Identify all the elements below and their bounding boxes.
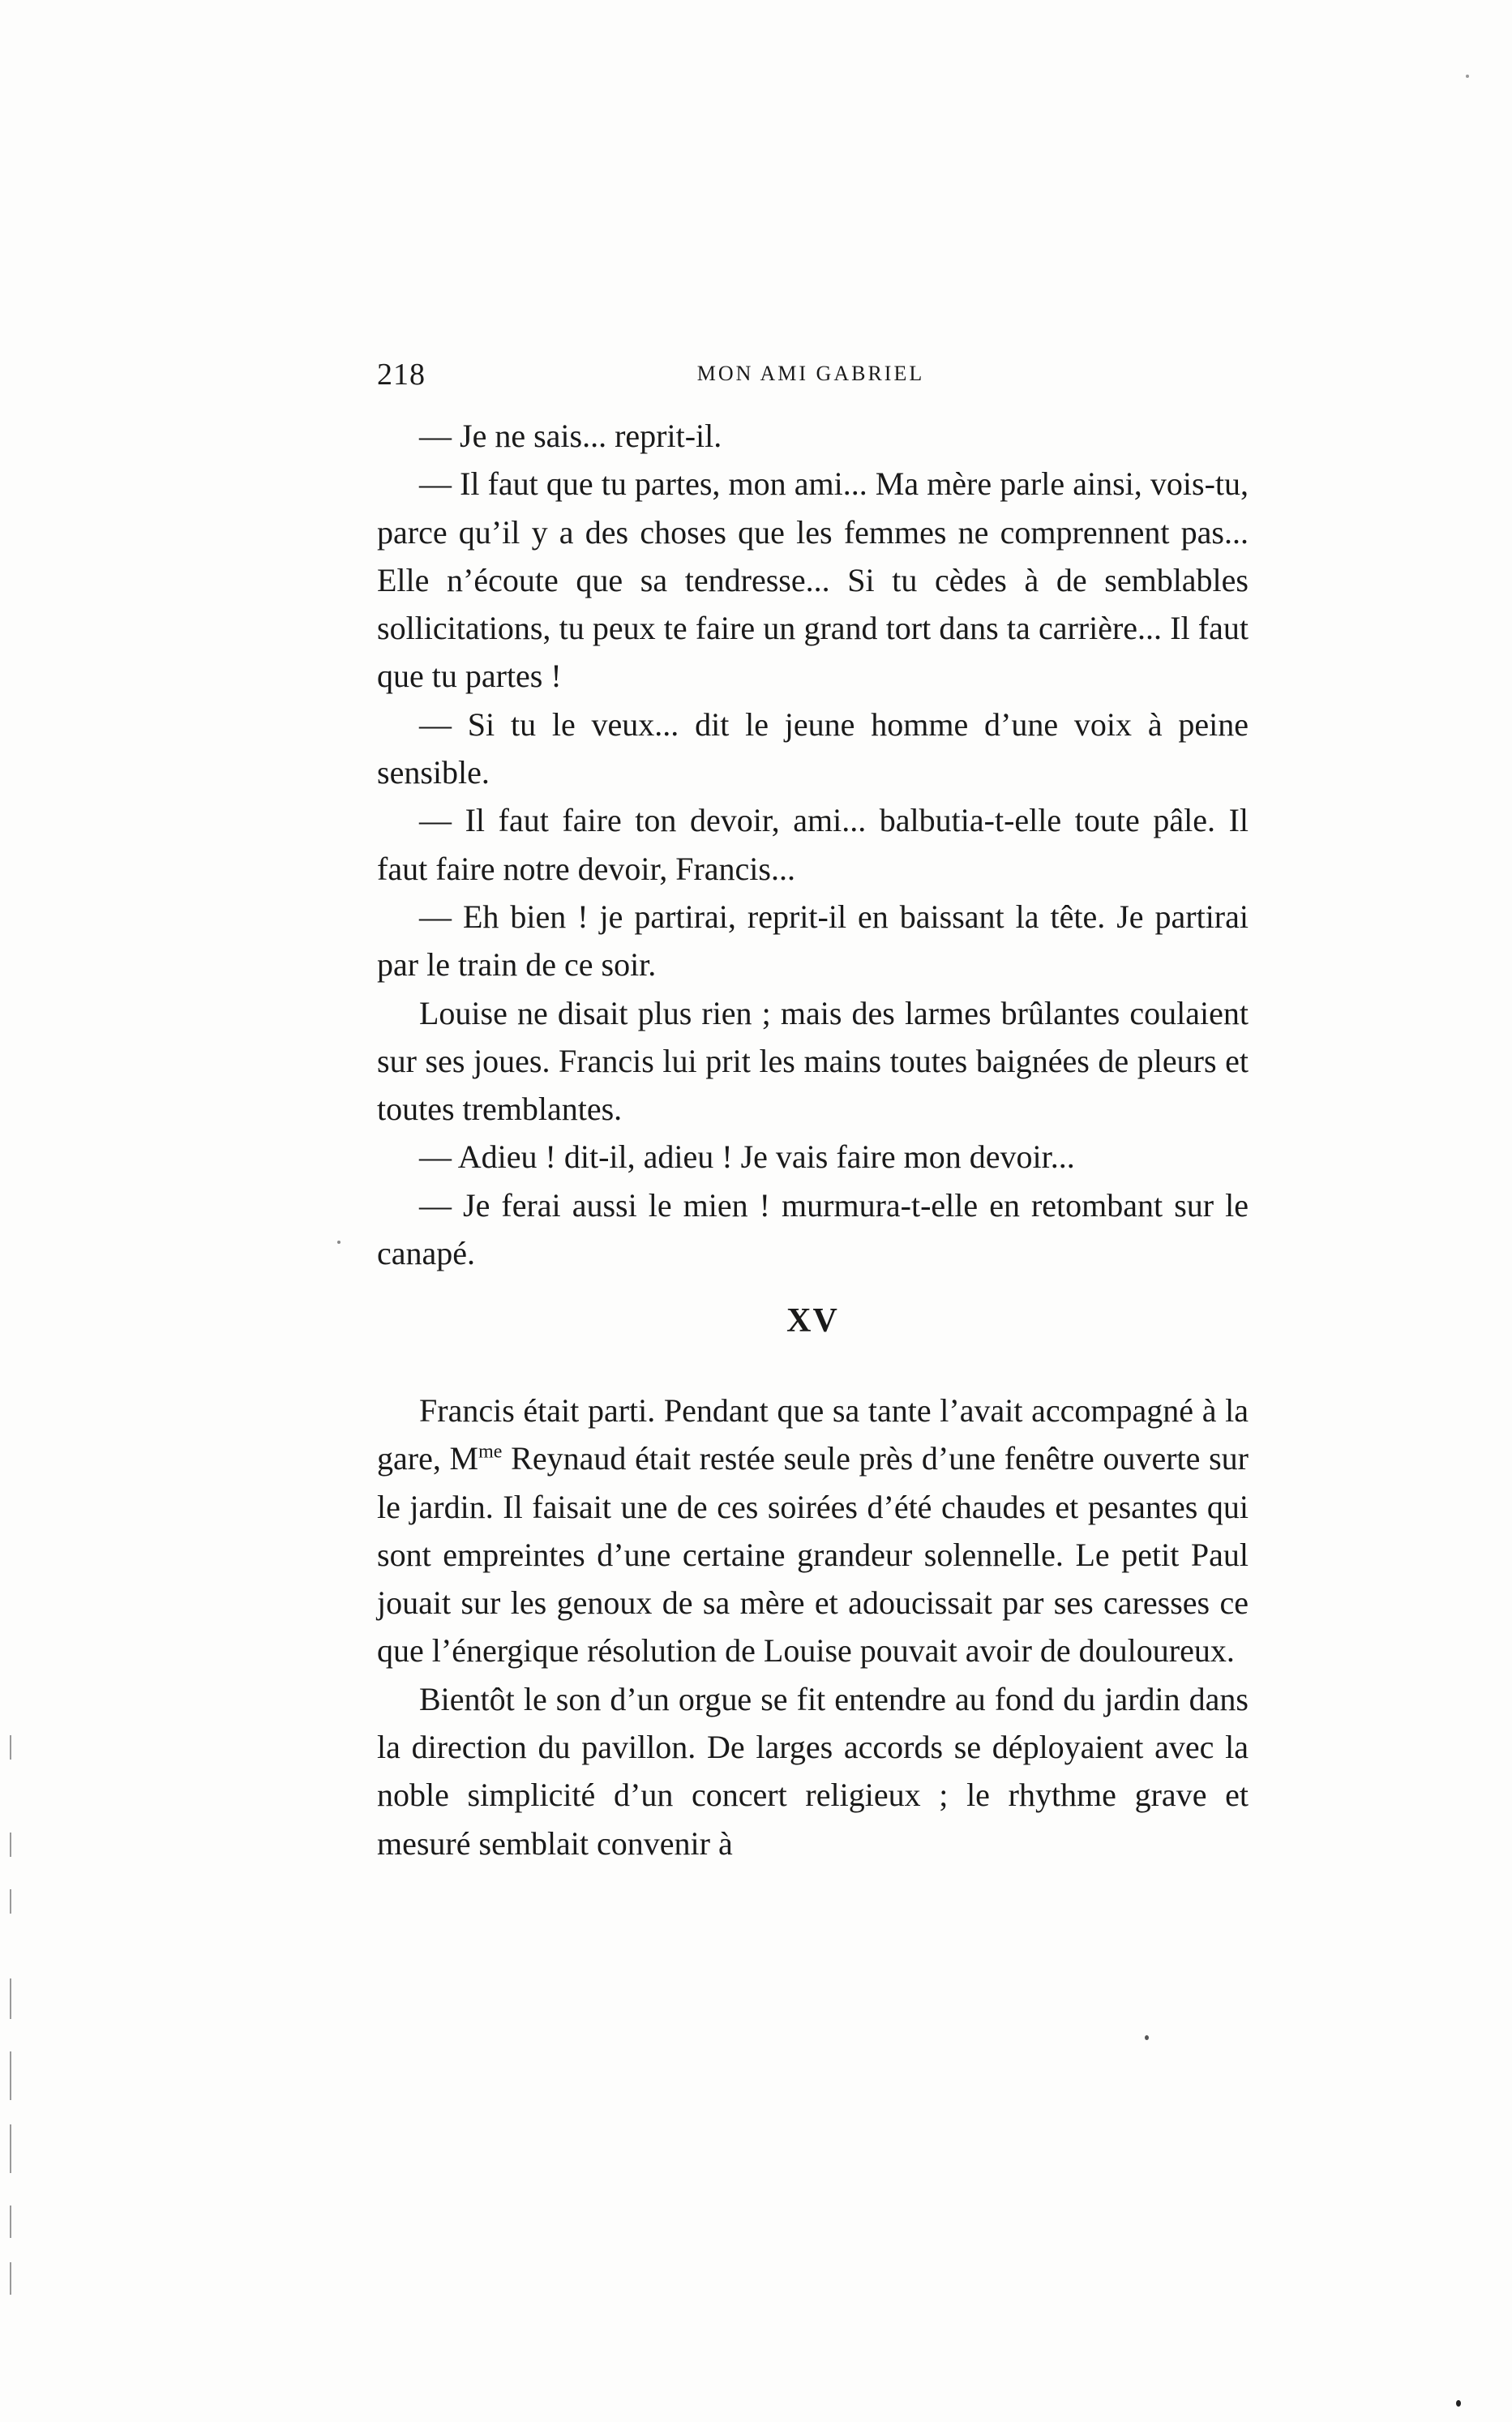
- page-number: 218: [377, 358, 426, 392]
- scan-margin-line: [10, 1735, 11, 1760]
- scan-margin-line: [10, 2262, 11, 2295]
- scan-speck: [1466, 75, 1469, 78]
- paragraph: — Adieu ! dit-il, adieu ! Je vais faire mon devoir...: [419, 1138, 1075, 1176]
- dialogue-section: [377, 412, 1249, 1277]
- chapter-heading: XV: [786, 1302, 839, 1340]
- superscript: me: [478, 1441, 503, 1463]
- paragraph: Bientôt le son d’un orgue se fit entendre au fond du jardin dans la direction du pavillon. De larges accords se déployaient avec la noble simplicité d’un concert religieux ; le rhythme grave et mesuré semblait convenir à: [377, 1680, 1249, 1862]
- running-header: [377, 357, 1244, 397]
- paragraph: — Je ferai aussi le mien ! murmura-t-elle en retombant sur le canapé.: [377, 1186, 1249, 1272]
- paragraph: [377, 1387, 1249, 1675]
- chapter-body: [377, 1387, 1249, 1867]
- scan-margin-line: [10, 1889, 11, 1914]
- running-title: MON AMI GABRIEL: [696, 362, 925, 385]
- scan-margin-line: [10, 1978, 11, 2019]
- scan-margin-line: [10, 1833, 11, 1857]
- text-run: Francis était parti. Pendant que sa tante l’avait accompagné à la gare, M: [377, 1392, 1249, 1477]
- scan-speck: [1456, 2400, 1461, 2407]
- scan-margin-line: [10, 2124, 11, 2173]
- scan-speck: [337, 1241, 341, 1244]
- text-run: Reynaud était restée seule près d’une fenêtre ouverte sur le jardin. Il faisait une de ces soirées d’été chaudes et pesantes qui sont empreintes d’une certaine grandeur solennelle. Le petit Paul jouait sur les genoux de sa mère et adoucissait par ses caresses ce que l’énergique résolution de Louise pouvait avoir de douloureux.: [377, 1440, 1249, 1670]
- paragraph: Louise ne disait plus rien ; mais des larmes brûlantes coulaient sur ses joues. Francis lui prit les mains toutes baignées de pleurs et toutes tremblantes.: [377, 994, 1249, 1128]
- paragraph: — Il faut que tu partes, mon ami... Ma mère parle ainsi, vois-tu, parce qu’il y a des choses que les femmes ne comprennent pas... Elle n’écoute que sa tendresse... Si tu cèdes à de semblables sollicitations, tu peux te faire un grand tort dans ta carrière... Il faut que tu partes !: [377, 465, 1249, 695]
- paragraph: — Je ne sais... reprit-il.: [419, 418, 722, 454]
- scan-margin-line: [10, 2206, 11, 2238]
- paragraph: — Eh bien ! je partirai, reprit-il en baissant la tête. Je partirai par le train de ce soir.: [377, 898, 1249, 984]
- paragraph: — Si tu le veux... dit le jeune homme d’une voix à peine sensible.: [377, 705, 1249, 791]
- scan-margin-line: [10, 2051, 11, 2100]
- scan-speck: [1145, 2035, 1149, 2040]
- paragraph: — Il faut faire ton devoir, ami... balbutia-t-elle toute pâle. Il faut faire notre devoir, Francis...: [377, 802, 1249, 887]
